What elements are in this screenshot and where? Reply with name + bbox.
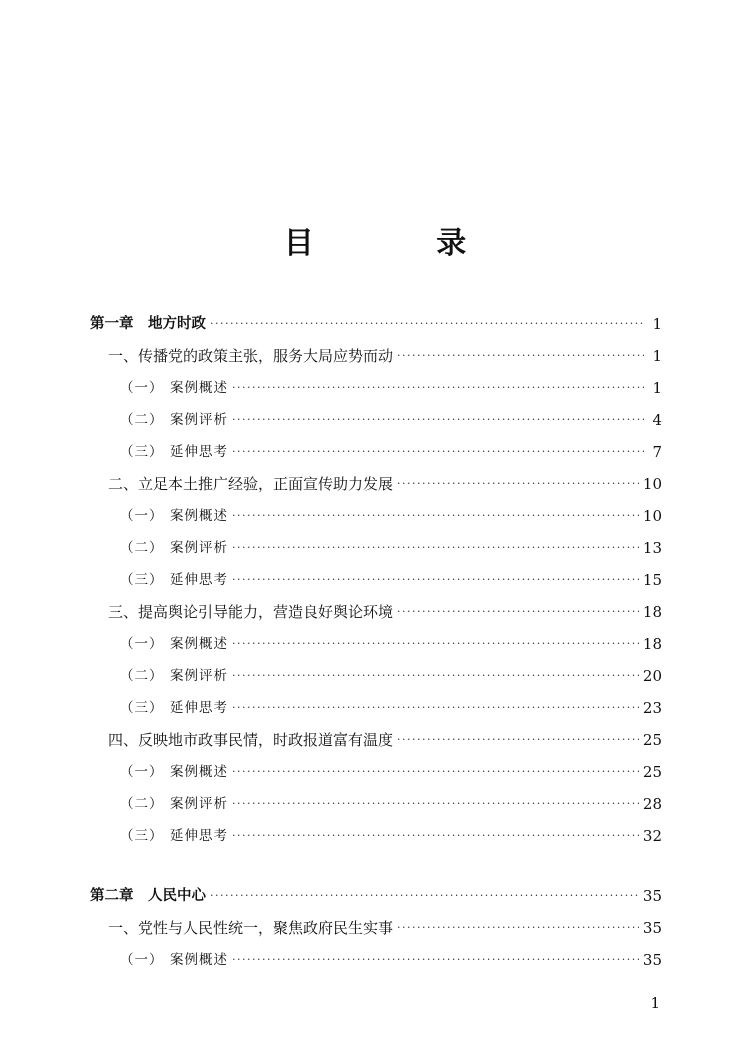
leader-dots [397,912,639,944]
leader-dots [232,436,644,468]
toc-entry[interactable] [90,372,662,404]
entry-number: （一） [120,764,164,780]
entry-page: 18 [642,635,662,653]
entry-label: 一、党性与人民性统一，聚焦政府民生实事 [108,919,394,937]
entry-number: （二） [120,796,164,812]
entry-page: 35 [642,951,662,969]
entry-number: （三） [120,572,164,588]
leader-dots [232,756,639,788]
toc-title: 目 录 [283,226,523,261]
entry-page: 1 [652,379,662,397]
entry-number: （三） [120,828,164,844]
leader-dots [232,532,639,564]
leader-dots [397,468,639,500]
entry-page: 35 [642,919,662,937]
toc-entry[interactable] [90,628,662,660]
entry-label: 四、反映地市政事民情，时政报道富有温度 [108,731,394,749]
entry-label: 延伸思考 [170,444,228,460]
entry-page: 13 [642,539,662,557]
toc-entry[interactable] [90,468,662,500]
leader-dots [232,944,639,976]
toc-entry[interactable] [90,692,662,724]
entry-label: 案例评析 [170,540,228,556]
leader-dots [397,724,639,756]
page-number: 1 [650,994,660,1012]
entry-label: 案例概述 [170,764,228,780]
leader-dots [210,308,644,340]
toc-entry[interactable] [90,308,662,340]
entry-number: （二） [120,540,164,556]
toc-entry[interactable] [90,944,662,976]
entry-label: 一、传播党的政策主张，服务大局应势而动 [108,347,394,365]
toc-entry[interactable] [90,500,662,532]
toc-entry[interactable] [90,596,662,628]
entry-page: 10 [642,507,662,525]
entry-page: 35 [642,887,662,905]
entry-number: （二） [120,668,164,684]
entry-page: 20 [642,667,662,685]
entry-page: 18 [642,603,662,621]
leader-dots [397,340,644,372]
toc-entry[interactable] [90,756,662,788]
leader-dots [210,880,639,912]
toc-entry[interactable] [90,912,662,944]
toc-entry[interactable] [90,436,662,468]
entry-label: 三、提高舆论引导能力，营造良好舆论环境 [108,603,394,621]
leader-dots [397,596,639,628]
toc-entry[interactable] [90,880,662,912]
entry-number: （一） [120,636,164,652]
entry-number: （一） [120,952,164,968]
entry-label: 第一章 地方时政 [90,316,206,332]
entry-page: 1 [652,347,662,365]
entry-label: 延伸思考 [170,572,228,588]
leader-dots [232,628,639,660]
leader-dots [232,564,639,596]
toc-entry[interactable] [90,564,662,596]
entry-label: 二、立足本土推广经验，正面宣传助力发展 [108,475,394,493]
leader-dots [232,820,639,852]
entry-label: 案例评析 [170,412,228,428]
entry-page: 32 [642,827,662,845]
leader-dots [232,404,644,436]
toc-entry[interactable] [90,340,662,372]
toc-entry[interactable] [90,660,662,692]
entry-page: 23 [642,699,662,717]
entry-number: （一） [120,508,164,524]
entry-label: 案例评析 [170,796,228,812]
toc-entry[interactable] [90,788,662,820]
leader-dots [232,692,639,724]
leader-dots [232,788,639,820]
entry-label: 案例概述 [170,380,228,396]
entry-number: （一） [120,380,164,396]
toc-entry[interactable] [90,724,662,756]
entry-page: 28 [642,795,662,813]
entry-label: 案例概述 [170,508,228,524]
leader-dots [232,660,639,692]
toc-entry[interactable] [90,532,662,564]
leader-dots [232,372,644,404]
entry-page: 15 [642,571,662,589]
entry-page: 25 [642,763,662,781]
entry-label: 延伸思考 [170,828,228,844]
entry-page: 10 [642,475,662,493]
entry-page: 1 [652,315,662,333]
entry-number: （二） [120,412,164,428]
entry-number: （三） [120,700,164,716]
toc-entry[interactable] [90,820,662,852]
entry-label: 案例概述 [170,636,228,652]
entry-number: （三） [120,444,164,460]
entry-page: 4 [652,411,662,429]
entry-page: 25 [642,731,662,749]
entry-page: 7 [652,443,662,461]
entry-label: 第二章 人民中心 [90,888,206,904]
leader-dots [232,500,639,532]
toc-entry[interactable] [90,404,662,436]
entry-label: 案例概述 [170,952,228,968]
entry-label: 延伸思考 [170,700,228,716]
entry-label: 案例评析 [170,668,228,684]
